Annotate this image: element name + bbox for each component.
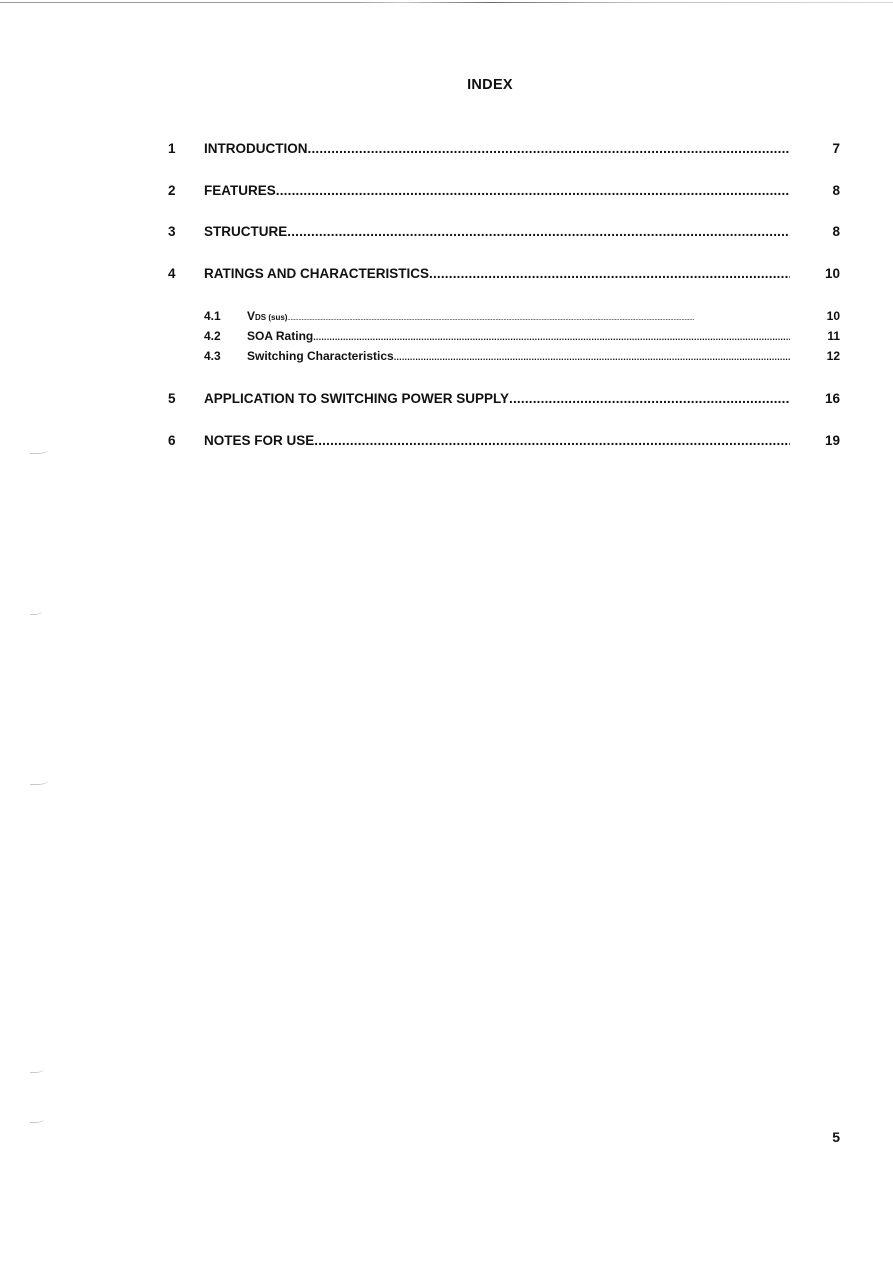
toc-subentry-switching-characteristics[interactable] [204, 349, 840, 366]
toc-entry-number: 2 [168, 183, 176, 198]
toc-dot-leader [509, 391, 790, 406]
scan-edge-mark [30, 1116, 44, 1123]
toc-entry-page: 8 [832, 224, 840, 239]
toc-subentry-page: 12 [826, 349, 840, 363]
toc-entry-introduction[interactable] [168, 141, 840, 161]
toc-entry-page: 7 [832, 141, 840, 156]
toc-subentry-title [247, 309, 287, 323]
scan-top-rule [0, 2, 893, 3]
toc-entry-notes-for-use[interactable] [168, 433, 840, 453]
scan-edge-mark [30, 447, 48, 454]
toc-subentry-soa-rating[interactable] [204, 329, 840, 346]
toc-subentry-number: 4.1 [204, 309, 221, 323]
toc-entry-application-to-switching-power-supply[interactable] [168, 391, 840, 411]
toc-entry-page: 8 [832, 183, 840, 198]
toc-dot-leader [287, 224, 790, 239]
toc-entry-title: APPLICATION TO SWITCHING POWER SUPPLY [204, 391, 510, 406]
toc-entry-number: 3 [168, 224, 176, 239]
toc-entry-title: NOTES FOR USE [204, 433, 315, 448]
toc-subentry-title: Switching Characteristics [247, 349, 394, 363]
toc-entry-number: 6 [168, 433, 176, 448]
page-number: 5 [832, 1129, 840, 1145]
toc-dot-leader [314, 433, 790, 448]
toc-subentry-number: 4.2 [204, 329, 221, 343]
toc-dot-leader [313, 332, 790, 342]
toc-entry-ratings-and-characteristics[interactable] [168, 266, 840, 286]
toc-entry-title: INTRODUCTION [204, 141, 308, 156]
toc-entry-structure[interactable] [168, 224, 840, 244]
toc-entry-number: 4 [168, 266, 176, 281]
toc-dot-leader [276, 183, 790, 198]
toc-entry-number: 1 [168, 141, 176, 156]
scan-edge-mark [30, 778, 48, 785]
toc-subentry-number: 4.3 [204, 349, 221, 363]
page-title: INDEX [467, 77, 513, 93]
toc-entry-title: STRUCTURE [204, 224, 288, 239]
toc-subentry-page: 11 [827, 329, 840, 343]
toc-entry-features[interactable] [168, 183, 840, 203]
toc-subentry-page: 10 [826, 309, 840, 323]
toc-entry-page: 19 [824, 433, 840, 448]
toc-subentry-title: SOA Rating [247, 329, 314, 343]
toc-dot-leader [308, 141, 791, 156]
toc-entry-title: FEATURES [204, 183, 276, 198]
scan-edge-mark [30, 1066, 44, 1073]
toc-entry-title: RATINGS AND CHARACTERISTICS [204, 266, 429, 281]
toc-entry-page: 10 [824, 266, 840, 281]
toc-dot-leader [429, 266, 790, 281]
toc-entry-number: 5 [168, 391, 176, 406]
toc-subentry-vds-sus[interactable] [204, 309, 840, 326]
toc-dot-leader [394, 352, 790, 362]
toc-dot-leader [287, 316, 790, 322]
toc-entry-page: 16 [824, 391, 840, 406]
toc-subentry-title-main: V [247, 309, 256, 323]
scan-edge-mark [30, 608, 42, 615]
toc-subentry-title-subscript: DS (sus) [255, 313, 288, 322]
